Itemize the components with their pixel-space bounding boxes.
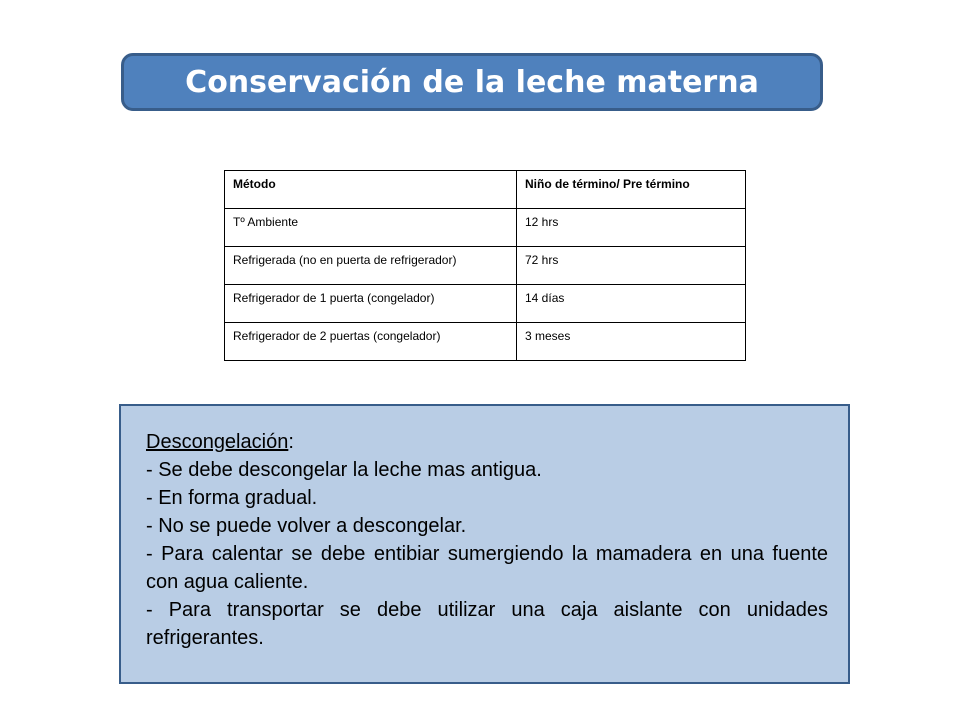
table-row: [225, 285, 746, 323]
table-cell-method: Refrigerador de 2 puertas (congelador): [225, 323, 517, 361]
table-row: [225, 209, 746, 247]
title-banner: [121, 53, 823, 111]
list-item: - En forma gradual.: [146, 487, 318, 509]
column-header-method: Método: [225, 171, 517, 209]
table-header-row: [225, 171, 746, 209]
list-item: - Para calentar se debe entibiar sumergiendo la mamadera en una fuente con agua caliente.: [146, 543, 828, 593]
table-cell-duration: 14 días: [517, 285, 746, 323]
table-cell-method: Tº Ambiente: [225, 209, 517, 247]
table-row: [225, 247, 746, 285]
table-cell-duration: 12 hrs: [517, 209, 746, 247]
table-cell-duration: 3 meses: [517, 323, 746, 361]
table-cell-method: Refrigerador de 1 puerta (congelador): [225, 285, 517, 323]
list-item: - Se debe descongelar la leche mas antigua.: [146, 459, 542, 481]
column-header-duration: Niño de término/ Pre término: [517, 171, 746, 209]
table-cell-method: Refrigerada (no en puerta de refrigerador): [225, 247, 517, 285]
table-row: [225, 323, 746, 361]
list-item: - Para transportar se debe utilizar una caja aislante con unidades refrigerantes.: [146, 599, 828, 649]
list-item: - No se puede volver a descongelar.: [146, 515, 467, 537]
info-heading: [146, 428, 828, 456]
info-heading-colon: :: [288, 431, 294, 453]
slide-title: Conservación de la leche materna: [185, 64, 759, 100]
thawing-info-box: [119, 404, 850, 684]
table-cell-duration: 72 hrs: [517, 247, 746, 285]
storage-table: [224, 170, 746, 361]
info-heading-label: Descongelación: [146, 431, 289, 453]
